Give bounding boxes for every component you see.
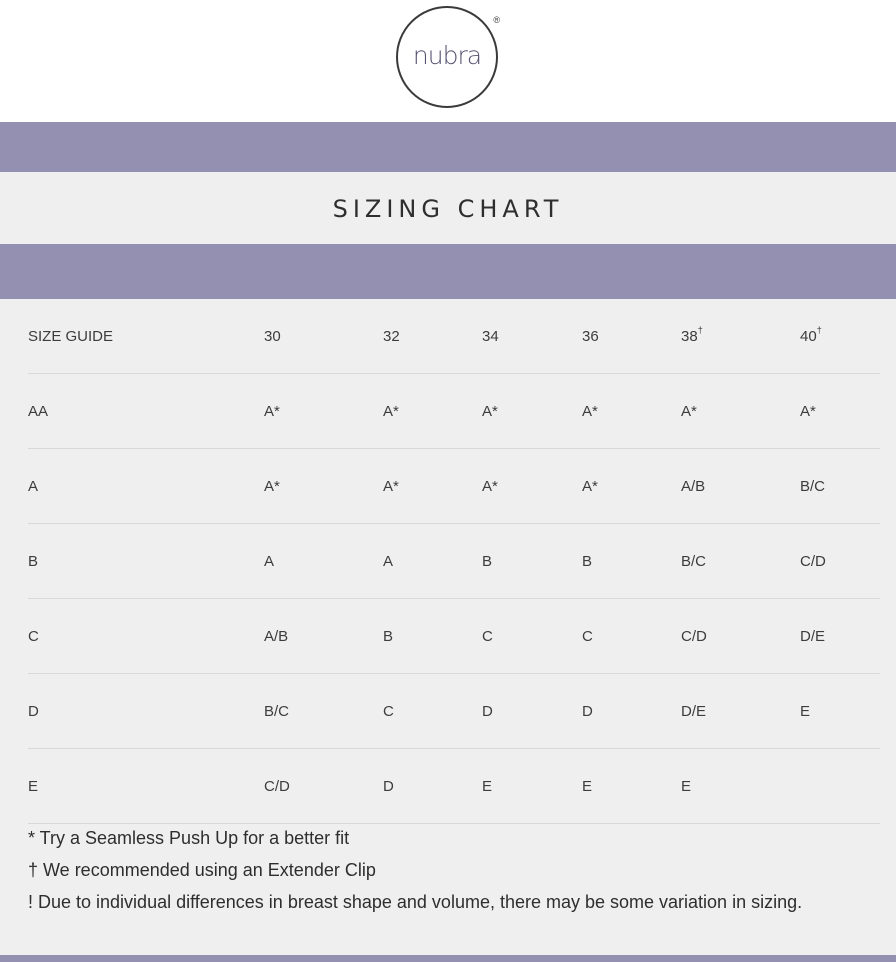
bottom-band — [0, 955, 896, 962]
dagger-mark: † — [816, 324, 822, 335]
table-cell: A — [264, 552, 275, 570]
table-cell — [800, 749, 880, 824]
logo-wordmark: nubra — [412, 40, 482, 70]
logo-circle — [396, 6, 498, 108]
table-cell: E — [800, 702, 811, 720]
table-cell: E — [482, 777, 493, 795]
header-band — [0, 244, 896, 299]
table-cell: D/E — [800, 627, 826, 645]
table-cell: C/D — [681, 627, 707, 645]
table-cell: A* — [383, 402, 399, 420]
table-cell: A* — [383, 477, 399, 495]
band-size-label: 38 — [681, 327, 698, 345]
table-cell: A/B — [681, 477, 706, 495]
table-row — [28, 524, 880, 599]
cup-size-label: C — [28, 627, 39, 645]
table-row — [28, 674, 880, 749]
table-cell: C — [582, 627, 593, 645]
table-cell: A* — [681, 402, 697, 420]
nubra-logo[interactable] — [396, 6, 498, 108]
top-band — [0, 122, 896, 172]
table-cell: B — [482, 552, 493, 570]
table-cell: C — [383, 702, 394, 720]
band-size-header — [264, 299, 383, 374]
table-cell: A/B — [264, 627, 289, 645]
table-cell: B/C — [800, 477, 826, 495]
table-cell: A* — [582, 402, 598, 420]
band-size-label: 40 — [800, 327, 817, 345]
table-header-row — [28, 299, 880, 374]
cup-size-label: A — [28, 477, 39, 495]
page-title: SIZING CHART — [332, 195, 564, 223]
table-cell: D — [582, 702, 593, 720]
band-size-label: 36 — [582, 327, 599, 345]
table-cell: D/E — [681, 702, 707, 720]
dagger-mark: † — [697, 324, 703, 335]
table-cell: C/D — [264, 777, 290, 795]
table-cell: B/C — [264, 702, 290, 720]
table-cell: A* — [800, 402, 816, 420]
table-cell: B — [383, 627, 394, 645]
footnote-extender-clip: † We recommended using an Extender Clip — [28, 860, 376, 880]
size-table — [28, 299, 880, 824]
table-cell: A — [383, 552, 394, 570]
band-size-header — [482, 299, 582, 374]
table-cell: A* — [264, 402, 280, 420]
band-size-header — [582, 299, 681, 374]
band-size-label: 34 — [482, 327, 499, 345]
table-cell: B — [582, 552, 593, 570]
band-size-label: 30 — [264, 327, 281, 345]
table-cell: E — [582, 777, 593, 795]
band-size-header — [800, 299, 880, 374]
footnote-variation: ! Due to individual differences in breast shape and volume, there may be some variation in sizing. — [28, 892, 803, 912]
table-row — [28, 374, 880, 449]
table-cell: C/D — [800, 552, 826, 570]
cup-size-label: D — [28, 702, 39, 720]
footnotes — [28, 822, 888, 918]
table-cell: E — [681, 777, 692, 795]
cup-size-label: E — [28, 777, 39, 795]
table-cell: C — [482, 627, 493, 645]
table-cell: B/C — [681, 552, 707, 570]
band-size-label: 32 — [383, 327, 400, 345]
table-cell: D — [383, 777, 394, 795]
table-row — [28, 599, 880, 674]
band-size-header — [383, 299, 482, 374]
title-strip — [0, 172, 896, 244]
table-cell: A* — [482, 402, 498, 420]
registered-mark: ® — [493, 15, 500, 25]
table-cell: A* — [264, 477, 280, 495]
chart-panel — [0, 299, 896, 955]
size-guide-header: SIZE GUIDE — [28, 327, 114, 345]
cup-size-label: AA — [28, 402, 49, 420]
table-row — [28, 449, 880, 524]
band-size-header — [681, 299, 800, 374]
table-cell: A* — [482, 477, 498, 495]
table-cell: D — [482, 702, 493, 720]
table-row — [28, 749, 880, 824]
cup-size-label: B — [28, 552, 39, 570]
table-cell: A* — [582, 477, 598, 495]
footnote-push-up: * Try a Seamless Push Up for a better fit — [28, 828, 350, 848]
